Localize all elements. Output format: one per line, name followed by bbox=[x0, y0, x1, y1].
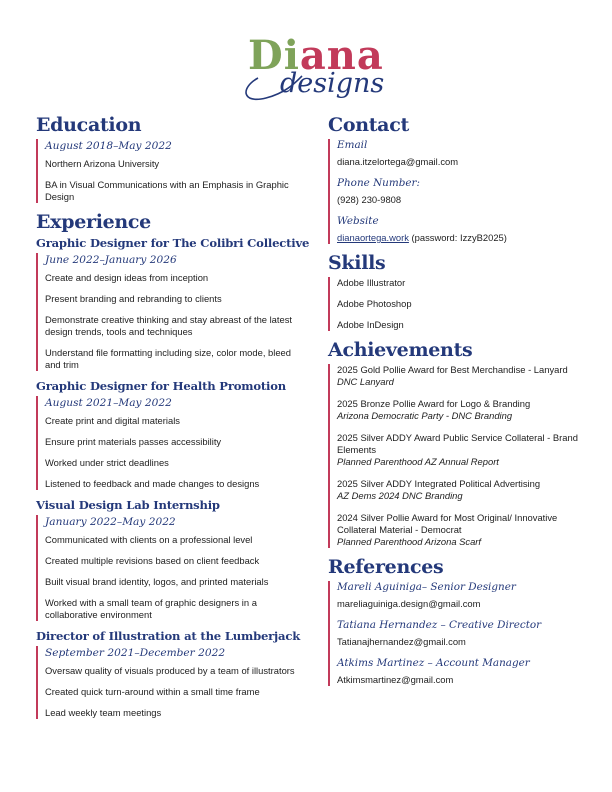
website-password-note: (password: IzzyB2025) bbox=[408, 232, 507, 243]
logo-subtitle: designs bbox=[280, 68, 385, 99]
job-item: Created multiple revisions based on client feedback bbox=[45, 555, 260, 566]
achievement-item bbox=[337, 432, 578, 468]
job-title: Graphic Designer for The Colibri Collective bbox=[36, 236, 310, 250]
achievement-title: 2025 Bronze Pollie Award for Logo & Branding bbox=[337, 398, 531, 409]
job-block bbox=[36, 646, 296, 719]
reference-email[interactable]: mareliaguiniga.design@gmail.com bbox=[337, 598, 481, 609]
skill-item: Adobe InDesign bbox=[337, 319, 404, 330]
reference-name: Atkims Martinez – Account Manager bbox=[337, 657, 530, 669]
contact-heading: Contact bbox=[328, 114, 409, 136]
achievement-item bbox=[337, 478, 578, 502]
contact-website bbox=[337, 232, 578, 244]
job-item: Present branding and rebranding to clients bbox=[45, 293, 222, 304]
contact-block bbox=[328, 139, 578, 244]
job-item: Created quick turn-around within a small time frame bbox=[45, 686, 260, 697]
job-block bbox=[36, 515, 296, 621]
achievement-title: 2025 Silver ADDY Award Public Service Collateral - Brand Elements bbox=[337, 432, 578, 455]
job-item: Create print and digital materials bbox=[45, 415, 180, 426]
job-item: Built visual brand identity, logos, and printed materials bbox=[45, 576, 269, 587]
reference-email[interactable]: Tatianajhernandez@gmail.com bbox=[337, 636, 466, 647]
skills-block bbox=[328, 277, 578, 331]
email-label: Email bbox=[337, 139, 368, 151]
job-item: Worked with a small team of graphic designers in a collaborative environment bbox=[45, 597, 257, 620]
job-item: Ensure print materials passes accessibility bbox=[45, 436, 222, 447]
achievement-org: Planned Parenthood Arizona Scarf bbox=[337, 536, 482, 547]
skill-item: Adobe Photoshop bbox=[337, 298, 412, 309]
logo bbox=[236, 30, 385, 104]
achievement-org: AZ Dems 2024 DNC Branding bbox=[337, 490, 463, 501]
job-item: Oversaw quality of visuals produced by a team of illustrators bbox=[45, 665, 295, 676]
job-block bbox=[36, 396, 296, 490]
job-block bbox=[36, 253, 296, 371]
references-heading: References bbox=[328, 556, 444, 578]
skill-item: Adobe Illustrator bbox=[337, 277, 406, 288]
job-item: Listened to feedback and made changes to designs bbox=[45, 478, 260, 489]
job-item: Demonstrate creative thinking and stay abreast of the latest design trends, tools and techniques bbox=[45, 314, 293, 337]
achievements-block bbox=[328, 364, 578, 548]
skills-heading: Skills bbox=[328, 252, 386, 274]
job-item: Lead weekly team meetings bbox=[45, 707, 162, 718]
job-date: August 2021–May 2022 bbox=[45, 397, 172, 409]
job-item: Understand file formatting including size, color mode, bleed and trim bbox=[45, 347, 291, 370]
achievement-title: 2025 Silver ADDY Integrated Political Advertising bbox=[337, 478, 541, 489]
achievement-org: DNC Lanyard bbox=[337, 376, 394, 387]
achievement-item bbox=[337, 512, 578, 548]
job-title: Visual Design Lab Internship bbox=[36, 498, 220, 512]
contact-email[interactable]: diana.itzelortega@gmail.com bbox=[337, 156, 459, 167]
education-date: August 2018–May 2022 bbox=[45, 140, 172, 152]
job-title: Graphic Designer for Health Promotion bbox=[36, 379, 286, 393]
achievement-item bbox=[337, 364, 578, 388]
reference-name: Tatiana Hernandez – Creative Director bbox=[337, 619, 542, 631]
education-degree: BA in Visual Communications with an Emphasis in Graphic Design bbox=[45, 179, 289, 202]
achievement-item bbox=[337, 398, 578, 422]
website-link[interactable]: dianaortega.work bbox=[337, 232, 409, 243]
website-label: Website bbox=[337, 215, 379, 227]
achievements-heading: Achievements bbox=[328, 339, 473, 361]
education-block bbox=[36, 139, 296, 203]
job-item: Worked under strict deadlines bbox=[45, 457, 169, 468]
education-school: Northern Arizona University bbox=[45, 158, 160, 169]
experience-heading: Experience bbox=[36, 211, 151, 233]
reference-name: Mareli Aguiniga– Senior Designer bbox=[337, 581, 516, 593]
education-heading: Education bbox=[36, 114, 142, 136]
logo-wordmark: Diana bbox=[248, 32, 384, 79]
job-date: September 2021–December 2022 bbox=[45, 647, 226, 659]
phone-label: Phone Number: bbox=[337, 177, 420, 189]
job-date: January 2022–May 2022 bbox=[45, 516, 176, 528]
achievement-org: Planned Parenthood AZ Annual Report bbox=[337, 456, 499, 467]
right-column bbox=[328, 114, 578, 694]
left-column bbox=[36, 114, 310, 727]
job-item: Create and design ideas from inception bbox=[45, 272, 209, 283]
job-item: Communicated with clients on a professional level bbox=[45, 534, 253, 545]
achievement-title: 2025 Gold Pollie Award for Best Merchandise - Lanyard bbox=[337, 364, 568, 375]
job-date: June 2022–January 2026 bbox=[45, 254, 177, 266]
achievement-title: 2024 Silver Pollie Award for Most Original/ Innovative Collateral Material - Democrat bbox=[337, 512, 558, 535]
contact-phone: (928) 230-9808 bbox=[337, 194, 402, 205]
reference-email[interactable]: Atkimsmartinez@gmail.com bbox=[337, 674, 454, 685]
job-title: Director of Illustration at the Lumberjack bbox=[36, 629, 301, 643]
achievement-org: Arizona Democratic Party - DNC Branding bbox=[337, 410, 513, 421]
references-block bbox=[328, 581, 578, 686]
